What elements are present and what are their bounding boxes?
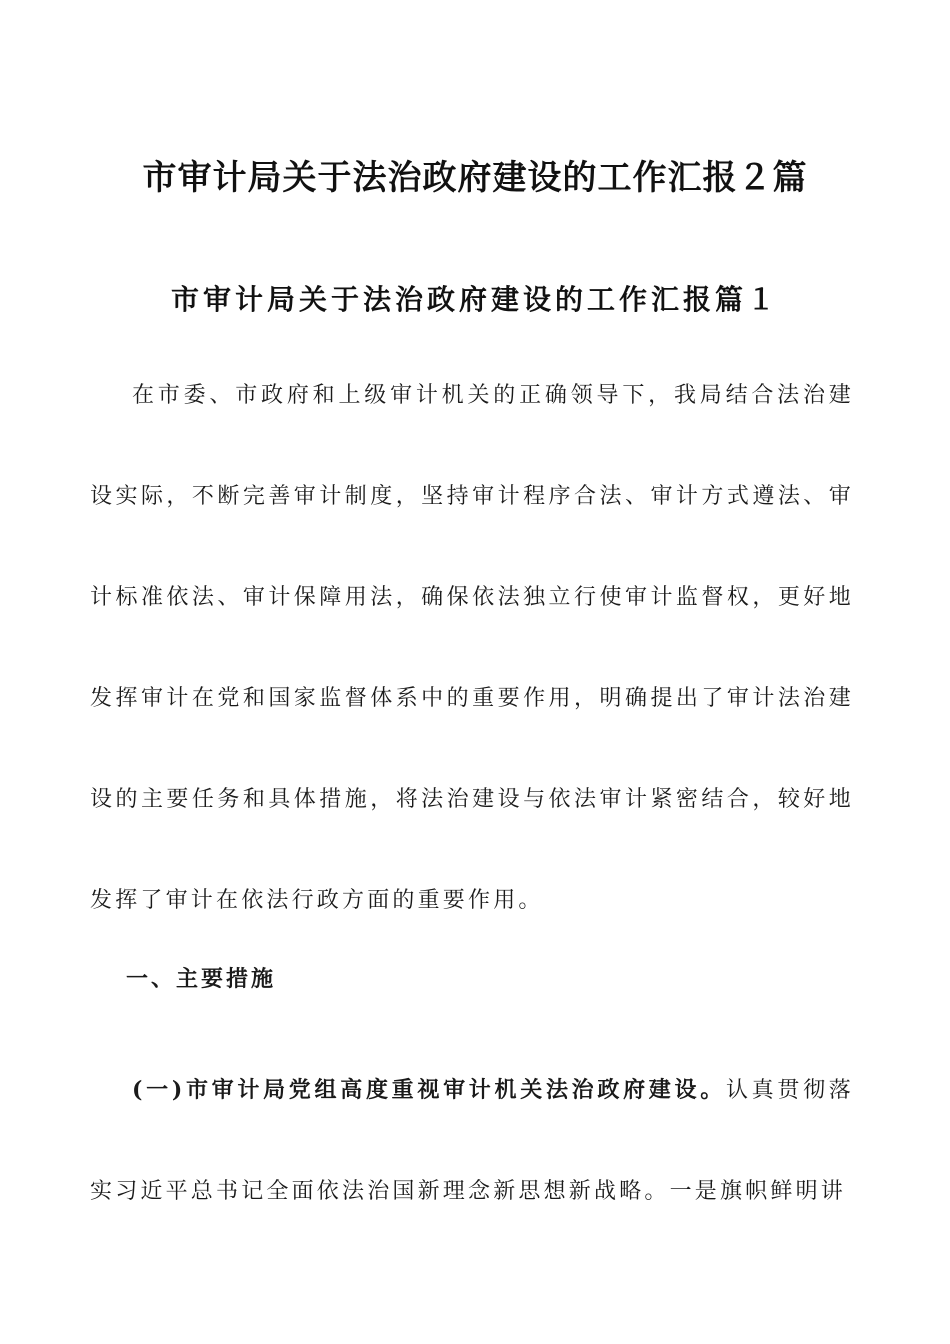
paragraph-measure-1	[90, 1040, 854, 1242]
heading-main-measures: 一、主要措施	[126, 966, 277, 992]
paragraph-intro: 在市委、市政府和上级审计机关的正确领导下，我局结合法治建设实际，不断完善审计制度，坚持审计程序合法、审计方式遵法、审计标准依法、审计保障用法，确保依法独立行使审计监督权，更好地发挥审计在党和国家监督体系中的重要作用，明确提出了审计法治建设的主要任务和具体措施，将法治建设与依法审计紧密结合，较好地发挥了审计在依法行政方面的重要作用。	[90, 383, 854, 913]
document-title: 市审计局关于法治政府建设的工作汇报２篇	[142, 158, 808, 198]
section-title: 市审计局关于法治政府建设的工作汇报篇１	[170, 283, 779, 316]
paragraph-body: 认真贯彻落实习近平总书记全面依法治国新理念新思想新战略。一是旗帜鲜明讲	[90, 1078, 854, 1204]
paragraph-lead-bold: (一)市审计局党组高度重视审计机关法治政府建设。	[132, 1077, 726, 1103]
